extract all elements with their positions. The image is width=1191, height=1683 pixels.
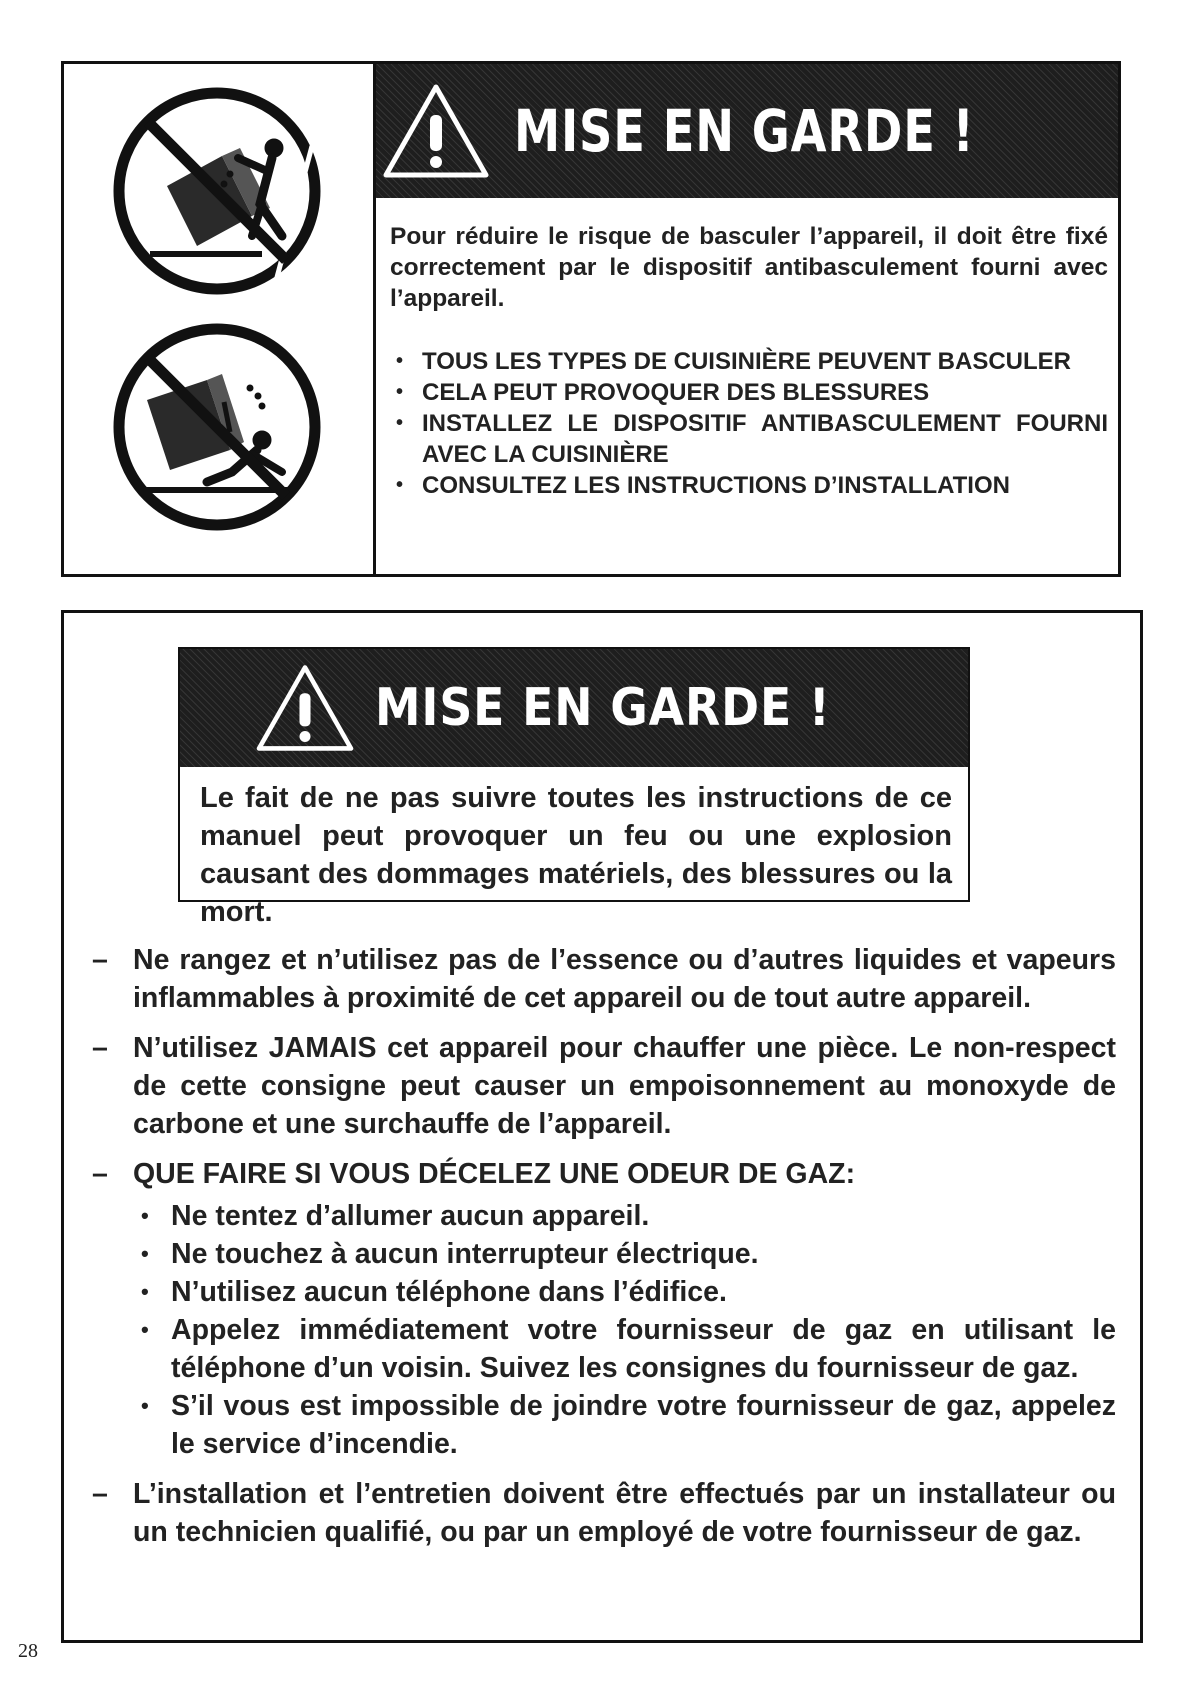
fire-explosion-text: Le fait de ne pas suivre toutes les instructions de ce manuel peut provoquer un feu ou une explosion causant des dommages matériels, des blessures ou la mort. (200, 782, 952, 928)
gas-odor-steps (133, 1197, 1116, 1463)
no-tipping-range-icon (112, 86, 322, 296)
list-item: • CONSULTEZ LES INSTRUCTIONS D’INSTALLATION (390, 470, 1108, 501)
warning-pictograms (64, 64, 376, 574)
gas-safety-warning (61, 610, 1143, 1643)
list-item (86, 1155, 1116, 1463)
list-item: • S’il vous est impossible de joindre votre fournisseur de gaz, appelez le service d’incendie. (133, 1387, 1116, 1463)
list-item: • Ne tentez d’allumer aucun appareil. (133, 1197, 1116, 1235)
list-item: – N’utilisez JAMAIS cet appareil pour chauffer une pièce. Le non-respect de cette consigne peut causer un empoisonnement au monoxyde de carbone et une surchauffe de l’appareil. (86, 1029, 1116, 1143)
tip-over-intro: Pour réduire le risque de basculer l’appareil, il doit être fixé correctement par le dispositif antibasculement fourni avec l’appareil. (390, 223, 1108, 312)
gas-safety-list (86, 941, 1116, 1563)
gas-odor-heading: QUE FAIRE SI VOUS DÉCELEZ UNE ODEUR DE GAZ: (133, 1158, 856, 1190)
warning-banner (376, 64, 1118, 198)
warning-title: MISE EN GARDE ! (514, 97, 975, 165)
list-item: • INSTALLEZ LE DISPOSITIF ANTIBASCULEMENT FOURNI AVEC LA CUISINIÈRE (390, 408, 1108, 470)
tip-over-warning (61, 61, 1121, 577)
warning-title: MISE EN GARDE ! (375, 678, 831, 738)
tip-over-bullet-list (390, 346, 1108, 501)
warning-triangle-icon (380, 81, 492, 181)
warning-triangle-icon (253, 662, 357, 754)
list-item: • TOUS LES TYPES DE CUISINIÈRE PEUVENT BASCULER (390, 346, 1108, 377)
list-item: – L’installation et l’entretien doivent être effectués par un installateur ou un technicien qualifié, ou par un employé de votre fournisseur de gaz. (86, 1475, 1116, 1551)
list-item: • N’utilisez aucun téléphone dans l’édifice. (133, 1273, 1116, 1311)
warning-banner (180, 649, 968, 767)
no-falling-range-icon (112, 322, 322, 532)
fire-explosion-notice (178, 647, 970, 928)
page-number: 28 (18, 1640, 38, 1662)
list-item: • Appelez immédiatement votre fournisseur de gaz en utilisant le téléphone d’un voisin. Suivez les consignes du fournisseur de gaz. (133, 1311, 1116, 1387)
list-item: • CELA PEUT PROVOQUER DES BLESSURES (390, 377, 1108, 408)
list-item: – Ne rangez et n’utilisez pas de l’essence ou d’autres liquides et vapeurs inflammables à proximité de cet appareil ou de tout autre appareil. (86, 941, 1116, 1017)
list-item: • Ne touchez à aucun interrupteur électrique. (133, 1235, 1116, 1273)
